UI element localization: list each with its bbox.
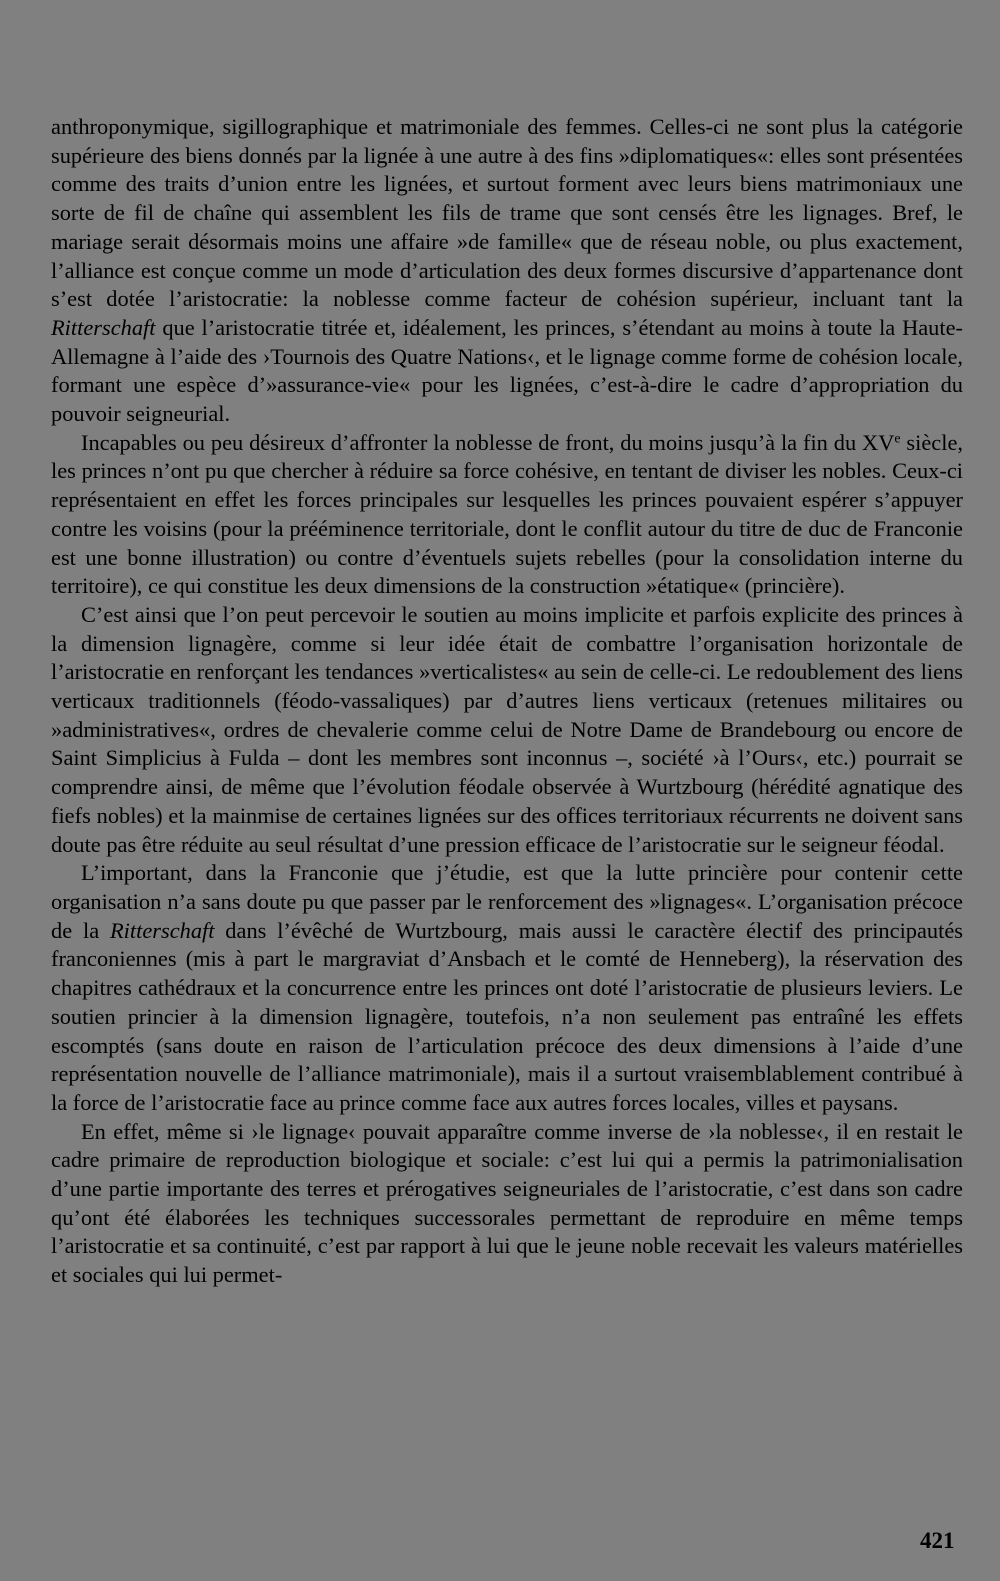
text-run: siècle, les princes n’ont pu que chercher à réduire sa force cohésive, en tentant de diviser les nobles. Ceux-ci représentaient en effet les forces principales sur lesquelles les princes pouvaient espérer s’appuyer contre les voisins (pour la prééminence territoriale, dont le conflit autour du titre de duc de Franconie est une bonne illustration) ou contre d’éventuels sujets rebelles (pour la consolidation interne du territoire), ce qui constitue les deux dimensions de la construction »étatique« (princière).: [51, 429, 963, 599]
body-text: [51, 113, 963, 1290]
italic-term: Ritterschaft: [109, 917, 215, 943]
italic-term: Ritterschaft: [51, 314, 156, 340]
paragraph-3: [51, 601, 963, 859]
text-run: dans l’évêché de Wurtzbourg, mais aussi le caractère électif des principautés franconiennes (mis à part le margraviat d’Ansbach et le comté de Henneberg), la réservation des chapitres cathédraux et la concurrence entre les princes ont doté l’aristocratie de plusieurs leviers. Le soutien princier à la dimension lignagère, toutefois, n’a non seulement pas entraîné les effets escomptés (sans doute en raison de l’articulation précoce des deux dimensions à l’aide d’une représentation nouvelle de l’alliance matrimoniale), mais il a surtout vraisemblablement contribué à la force de l’aristocratie face au prince comme face aux autres forces locales, villes et paysans.: [51, 917, 963, 1115]
text-run: anthroponymique, sigillographique et matrimoniale des femmes. Celles-ci ne sont plus la catégorie supérieure des biens donnés par la lignée à une autre à des fins »diplomatiques«: elles sont présentées comme des traits d’union entre les lignées, et surtout forment avec leurs biens matrimoniaux une sorte de fil de chaîne qui assemblent les fils de trame que sont censés être les lignages. Bref, le mariage serait désormais moins une affaire »de famille« que de réseau noble, ou plus exactement, l’alliance est conçue comme un mode d’articulation des deux formes discursive d’appartenance dont s’est dotée l’aristocratie: la noblesse comme facteur de cohésion supérieur, incluant tant la: [51, 114, 963, 312]
paragraph-1: [51, 113, 963, 429]
text-run: En effet, même si ›le lignage‹ pouvait apparaître comme inverse de ›la noblesse‹, il en restait le cadre primaire de reproduction biologique et sociale: c’est lui qui a permis la patrimonialisation d’une partie importante des terres et prérogatives seigneuriales de l’aristocratie, c’est dans son cadre qu’ont été élaborées les techniques successorales permettant de reproduire en même temps l’aristocratie et sa continuité, c’est par rapport à lui que le jeune noble recevait les valeurs matérielles et sociales qui lui permet-: [51, 1118, 963, 1288]
text-run: C’est ainsi que l’on peut percevoir le soutien au moins implicite et parfois explicite des princes à la dimension lignagère, comme si leur idée était de combattre l’organisation horizontale de l’aristocratie en renforçant les tendances »verticalistes« au sein de celle-ci. Le redoublement des liens verticaux traditionnels (féodo-vassaliques) par d’autres liens verticaux (retenues militaires ou »administratives«, ordres de chevalerie comme celui de Notre Dame de Brandebourg ou encore de Saint Simplicius à Fulda – dont les membres sont inconnus –, société ›à l’Ours‹, etc.) pourrait se comprendre ainsi, de même que l’évolution féodale observée à Wurtzbourg (hérédité agnatique des fiefs nobles) et la mainmise de certaines lignées sur des offices territoriaux récurrents ne doivent sans doute pas être réduite au seul résultat d’une pression efficace de l’aristocratie sur le seigneur féodal.: [51, 601, 963, 857]
paragraph-5: [51, 1118, 963, 1290]
text-run: L’important, dans la Franconie que j’étudie, est que la lutte princière pour contenir cette organisation n’a sans doute pu que passer par le renforcement des »lignages«. L’organisation précoce de la: [51, 860, 963, 943]
paragraph-2: [51, 429, 963, 601]
text-run: que l’aristocratie titrée et, idéalement, les princes, s’étendant au moins à toute la Haute-Allemagne à l’aide des ›Tournois des Quatre Nations‹, et le lignage comme forme de cohésion locale, formant une espèce d’»assurance-vie« pour les lignées, c’est-à-dire le cadre d’appropriation du pouvoir seigneurial.: [51, 314, 963, 427]
superscript: e: [894, 431, 901, 447]
text-run: Incapables ou peu désireux d’affronter la noblesse de front, du moins jusqu’à la fin du XV: [81, 429, 895, 455]
page-number: 421: [920, 1528, 955, 1553]
paragraph-4: [51, 859, 963, 1117]
